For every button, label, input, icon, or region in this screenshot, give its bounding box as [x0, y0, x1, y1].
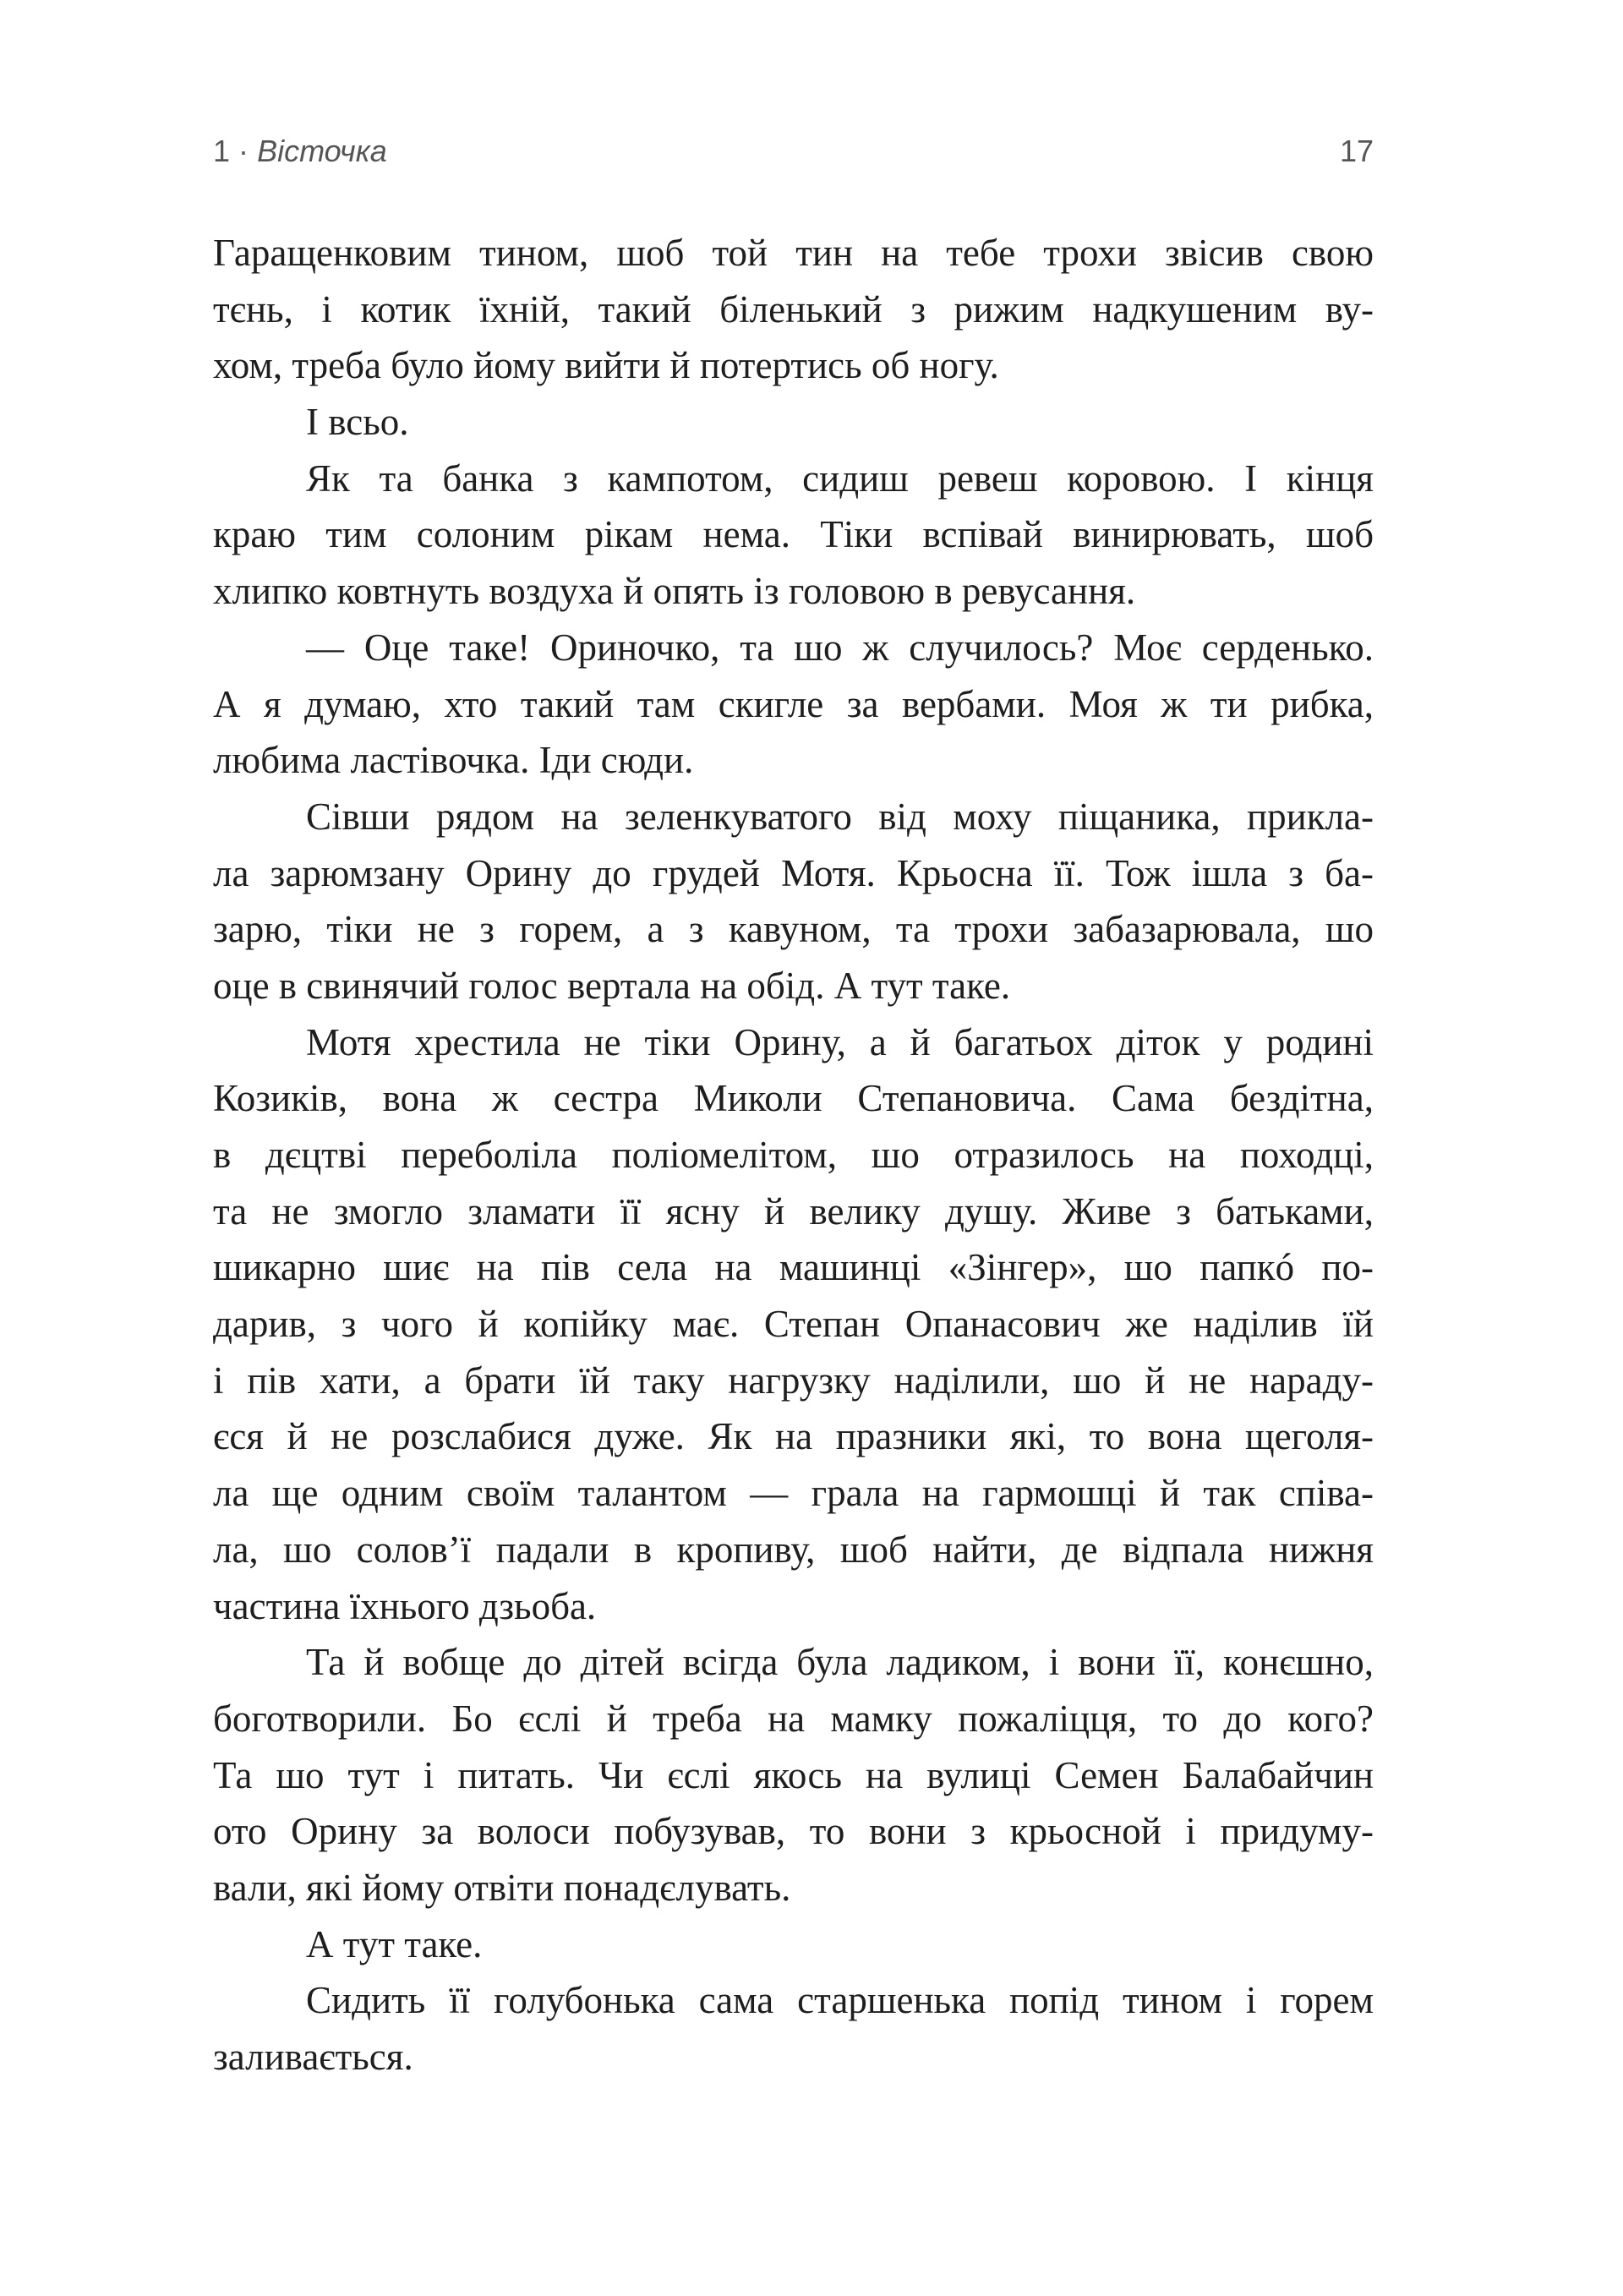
text-line: Сидить її голубонька сама старшенька попід тином і горем [306, 1979, 1374, 2022]
text-line: Та й вобще до дітей всігда була ладиком, і вони її, конєшно, [306, 1641, 1374, 1684]
text-line: заливається. [213, 2036, 413, 2078]
text-line: боготворили. Бо єслі й треба на мамку пожаліцця, то до кого? [213, 1697, 1374, 1740]
text-line: Козиків, вона ж сестра Миколи Степановича. Сама бездітна, [213, 1077, 1374, 1120]
paragraph [213, 451, 1374, 620]
text-line: вали, які йому отвіти понадєлувать. [213, 1866, 791, 1909]
paragraph [213, 1916, 1374, 1973]
text-line: І всьо. [306, 401, 409, 444]
text-line: хом, треба було йому вийти й потертись об ногу. [213, 344, 999, 387]
text-line: краю тим солоним рікам нема. Тіки вспівай винирювать, шоб [213, 513, 1374, 556]
chapter-number: 1 [213, 134, 231, 168]
text-line: любима ластівочка. Іди сюди. [213, 739, 694, 782]
text-line: ла, шо солов’ї падали в кропиву, шоб найти, де відпала нижня [213, 1528, 1374, 1571]
body-text [213, 225, 1374, 2086]
text-line: Мотя хрестила не тіки Орину, а й багатьох діток у родині [306, 1020, 1374, 1063]
chapter-heading [213, 134, 387, 169]
page-number: 17 [1339, 134, 1374, 168]
paragraph [213, 1634, 1374, 1916]
text-line: Гаращенковим тином, шоб той тин на тебе трохи звісив свою [213, 232, 1374, 274]
text-line: хлипко ковтнуть воздуха й опять із головою в ревусання. [213, 570, 1136, 613]
text-line: Як та банка з кампотом, сидиш ревеш коровою. І кінця [306, 456, 1374, 500]
text-line: дарив, з чого й копійку має. Степан Опанасович же наділив їй [213, 1303, 1374, 1346]
text-line: тєнь, і котик їхній, такий біленький з рижим надкушеним ву- [213, 287, 1374, 331]
paragraph [213, 620, 1374, 789]
chapter-title: Вісточка [257, 134, 387, 168]
paragraph [213, 789, 1374, 1014]
text-line: та не змогло зламати її ясну й велику душу. Живе з батьками, [213, 1189, 1374, 1233]
text-line: і пів хати, а брати їй таку нагрузку наділили, шо й не нараду- [213, 1358, 1374, 1402]
text-line: — Оце таке! Ориночко, та шо ж случилось? Моє серденько. [306, 626, 1374, 669]
text-line: єся й не розслабися дуже. Як на празники які, то вона щеголя- [213, 1415, 1374, 1458]
text-line: ото Орину за волоси побузував, то вони з крьосной і придуму- [213, 1810, 1374, 1853]
text-line: Та шо тут і питать. Чи єслі якось на вулиці Семен Балабайчин [213, 1753, 1374, 1796]
text-line: оце в свинячий голос вертала на обід. А тут таке. [213, 964, 1011, 1007]
paragraph [213, 1014, 1374, 1635]
text-line: шикарно шиє на пів села на машинці «Зінгер», шо папкó по- [213, 1246, 1374, 1289]
text-line: ла зарюмзану Орину до грудей Мотя. Крьосна її. Тож ішла з ба- [213, 851, 1374, 894]
text-line: А я думаю, хто такий там скигле за вербами. Моя ж ти рибка, [213, 682, 1374, 725]
paragraph [213, 394, 1374, 451]
text-line: частина їхнього дзьоба. [213, 1584, 597, 1627]
text-line: А тут таке. [306, 1922, 483, 1965]
paragraph [213, 225, 1374, 394]
running-header [213, 127, 1374, 178]
text-line: в дєцтві переболіла поліомелітом, шо отразилось на походці, [213, 1134, 1374, 1176]
text-line: Сівши рядом на зеленкуватого від моху піщаника, прикла- [306, 795, 1374, 838]
text-line: ла ще одним своїм талантом — грала на гармошці й так співа- [213, 1472, 1374, 1515]
text-line: зарю, тіки не з горем, а з кавуном, та трохи забазарювала, шо [213, 908, 1374, 951]
separator: · [238, 134, 249, 168]
paragraph [213, 1972, 1374, 2085]
